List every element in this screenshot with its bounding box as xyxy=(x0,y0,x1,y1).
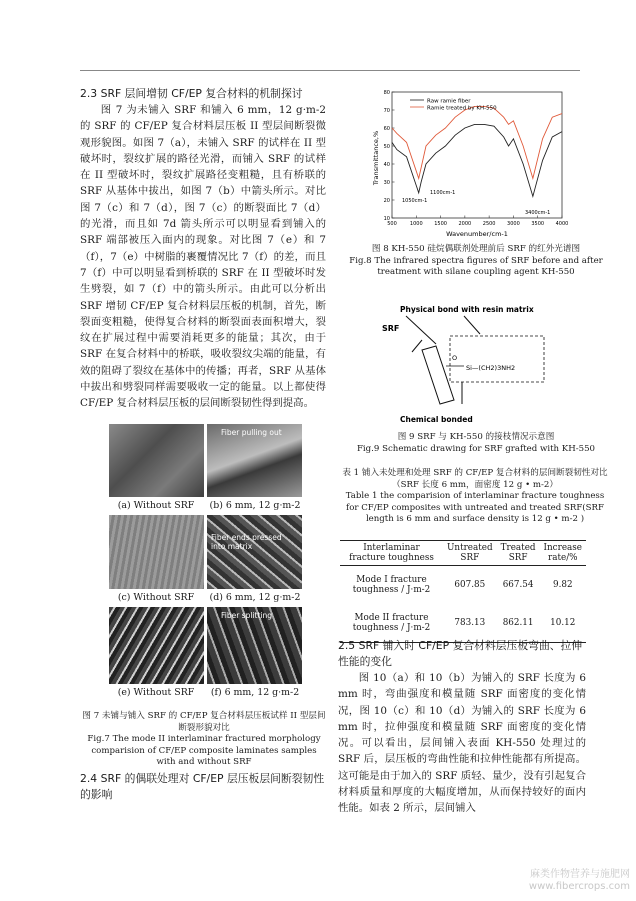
table-row xyxy=(340,566,586,605)
y-tick-label: 30 xyxy=(383,180,390,186)
header-rule xyxy=(80,70,580,71)
fig8-ir-chart xyxy=(370,88,569,238)
legend-treated-label: Ramie treated by KH-550 xyxy=(427,105,497,112)
fig7b-label: (b) 6 mm, 12 g·m-2 xyxy=(209,500,301,511)
resin-matrix-box xyxy=(450,336,544,382)
table-cell: 10.12 xyxy=(550,618,576,628)
srf-fiber-rod xyxy=(422,346,454,404)
x-tick-label: 1500 xyxy=(434,221,447,227)
x-tick-label: 2000 xyxy=(458,221,472,227)
table-cell: 667.54 xyxy=(502,580,534,590)
table-header-cell: Increase rate/% xyxy=(543,543,582,563)
table-cell: Mode I fracture toughness / J·m-2 xyxy=(352,575,431,595)
section-2-3-paragraph: 图 7 为未铺入 SRF 和铺入 6 mm，12 g·m-2 的 SRF 的 CF/EP 复合材料层压板 II 型层间断裂微观形貌图。如图 7（a），未铺入 SRF 的试样在 II 型破坏时，裂纹扩展的路径光滑，而铺入 SRF 的试样在 II 型破坏时，裂纹扩展路径变粗糙，且有桥联的 SRF 从基体中拔出，如图 7（b）中箭头所示。对比图 7（c）和 7（d），图 7（c）的断裂面比 7（d）的光滑，而且如 7d 箭头所示可以明显看到铺入的 SRF 端部被压入面内的现象。对比图 7（e）和 7（f），7（e）中树脂的裹覆情况比 7（f）的差，而且 7（f）中可以明显看到桥联的 SRF 在 II 型破坏时发生劈裂，如 7（f）中的箭头所示。由此可以分析出 SRF 增韧 CF/EP 复合材料层压板的机制，首先，断裂面变粗糙，使得复合材料的断裂面表面积增大，裂纹在扩展过程中需要消耗更多的能量；其次，由于 SRF 在复合材料中的桥联，吸收裂纹尖端的能量，有效的阻碍了裂纹在基体中的传播；再者，SRF 从基体中拔出和劈裂同样需要吸收一定的能量。以上都使得 CF/EP 复合材料层压板的层间断裂韧性得到提高。 xyxy=(80,104,326,410)
fig7b-overlay: Fiber pulling out xyxy=(221,428,282,437)
x-tick-label: 1000 xyxy=(409,221,423,227)
table-header-row xyxy=(340,541,586,566)
fig7c-label: (c) Without SRF xyxy=(117,592,195,603)
y-tick-label: 10 xyxy=(383,216,390,222)
y-tick-label: 60 xyxy=(383,126,390,132)
table1-title xyxy=(342,468,608,526)
table-header-cell: Untreated SRF xyxy=(446,543,493,563)
fig7e-micrograph xyxy=(109,607,204,684)
fig7f-label: (f) 6 mm, 12 g·m-2 xyxy=(210,687,300,698)
left-column xyxy=(80,86,326,412)
table-cell: 862.11 xyxy=(502,618,534,628)
fig7d-micrograph xyxy=(207,515,302,589)
annotation-3400: 3400cm-1 xyxy=(525,210,551,216)
y-tick-label: 40 xyxy=(383,162,390,168)
table-header-cell: Interlaminar fracture toughness xyxy=(349,543,434,563)
fig7d-overlay: Fiber ends pressed into matrix xyxy=(211,533,282,551)
srf-pointer xyxy=(412,340,422,352)
table-cell: 783.13 xyxy=(454,618,486,628)
fig7d-label: (d) 6 mm, 12 g·m-2 xyxy=(209,592,301,603)
fig9-caption-en: Fig.9 Schematic drawing for SRF grafted with KH-550 xyxy=(356,443,596,454)
table-cell: 9.82 xyxy=(552,580,573,590)
y-tick-label: 70 xyxy=(383,108,390,114)
chart-ylabel: Transmittance,% xyxy=(372,130,380,186)
chemical-bond-label: Chemical bonded xyxy=(400,415,473,424)
formula-oxygen: O xyxy=(452,354,458,362)
fig8-caption xyxy=(345,244,607,279)
fig7f-micrograph xyxy=(207,607,302,684)
section-heading-2-4: 2.4 SRF 的偶联处理对 CF/EP 层压板层间断裂韧性的影响 xyxy=(80,772,325,801)
y-tick-label: 20 xyxy=(383,198,390,204)
watermark-line2: www.fibercrops.com xyxy=(528,881,630,892)
right-column-text xyxy=(338,638,586,817)
fig9-schematic xyxy=(372,300,572,428)
annotation-1100: 1100cm-1 xyxy=(430,190,456,196)
fig7b-micrograph xyxy=(207,424,302,497)
legend-raw-label: Raw ramie fiber xyxy=(427,98,471,105)
x-tick-label: 500 xyxy=(387,221,397,227)
physical-bond-arrow xyxy=(464,316,480,334)
srf-label: SRF xyxy=(382,324,400,333)
chart-xlabel: Wavenumber/cm-1 xyxy=(446,230,508,238)
table1-title-en: Table 1 the comparision of interlaminar fracture toughness for CF/EP composites with untreated and treated SRF(SRF length is 6 mm and surface density is 12 g • m-2 ) xyxy=(345,491,605,524)
section-heading-2-5: 2.5 SRF 铺入时 CF/EP 复合材料层压板弯曲、拉伸性能的变化 xyxy=(338,639,583,668)
x-tick-label: 4000 xyxy=(555,221,569,227)
table-header-cell: Treated SRF xyxy=(500,543,536,563)
fig9-caption xyxy=(345,432,607,455)
section-2-5-paragraph: 图 10（a）和 10（b）为铺入的 SRF 长度为 6 mm 时，弯曲强度和模量随 SRF 面密度的变化情况，图 10（c）和 10（d）为铺入的 SRF 长度为 6 mm 时，拉伸强度和模量随 SRF 面密度的变化情况。可以看出，层间铺入表面 KH-550 处理过的 SRF 后，层压板的弯曲性能和拉伸性能都有所提高。这可能是由于加入的 SRF 质轻、量少，没有引起复合材料质量和厚度的大幅度增加，从而保持较好的面内性能。如表 2 所示，层间铺入 xyxy=(338,672,586,815)
x-tick-label: 3000 xyxy=(507,221,520,227)
fig9-caption-cn: 图 9 SRF 与 KH-550 的接枝情况示意图 xyxy=(397,432,555,442)
watermark xyxy=(529,869,630,893)
physical-bond-pointer xyxy=(406,316,436,344)
table1 xyxy=(340,540,586,643)
watermark-line1: 麻类作物营养与施肥网 xyxy=(530,869,630,880)
x-tick-label: 3500 xyxy=(531,221,545,227)
physical-bond-label: Physical bond with resin matrix xyxy=(400,305,534,314)
y-tick-label: 80 xyxy=(383,90,390,96)
fig7c-micrograph xyxy=(109,515,204,589)
fig7-caption-en: Fig.7 The mode II interlaminar fractured morphology comparision of CF/EP composite laminates samples with and without SRF xyxy=(87,734,321,767)
table-row xyxy=(340,604,586,643)
fig7a-micrograph xyxy=(109,424,204,497)
fig7e-label: (e) Without SRF xyxy=(117,687,195,698)
fig8-caption-en: Fig.8 The infrared spectra figures of SRF before and after treatment with silane coupling agent KH-550 xyxy=(349,255,603,277)
y-tick-label: 50 xyxy=(383,144,390,150)
x-tick-label: 2500 xyxy=(482,221,496,227)
series-line-treated xyxy=(392,106,562,178)
fig8-caption-cn: 图 8 KH-550 硅烷偶联剂处理前后 SRF 的红外光谱图 xyxy=(371,244,581,254)
table-cell: 607.85 xyxy=(454,580,486,590)
table-cell: Mode II fracture toughness / J·m-2 xyxy=(352,613,431,633)
fig7f-overlay: Fiber splitting xyxy=(221,611,273,620)
annotation-1050: 1050cm-1 xyxy=(402,198,428,204)
fig7-caption xyxy=(82,711,326,769)
formula-silane: Si—(CH2)3NH2 xyxy=(466,364,516,372)
section-heading-2-3: 2.3 SRF 层间增韧 CF/EP 复合材料的机制探讨 xyxy=(80,87,303,100)
fig7-caption-cn: 图 7 未铺与铺入 SRF 的 CF/EP 复合材料层压板试样 II 型层间断裂形貌对比 xyxy=(82,711,326,733)
fig7a-label: (a) Without SRF xyxy=(117,500,195,511)
table1-title-cn: 表 1 铺入未处理和处理 SRF 的 CF/EP 复合材料的层间断裂韧性对比（SRF 长度 6 mm，面密度 12 g • m-2） xyxy=(342,468,608,490)
series-line-raw xyxy=(392,124,562,196)
